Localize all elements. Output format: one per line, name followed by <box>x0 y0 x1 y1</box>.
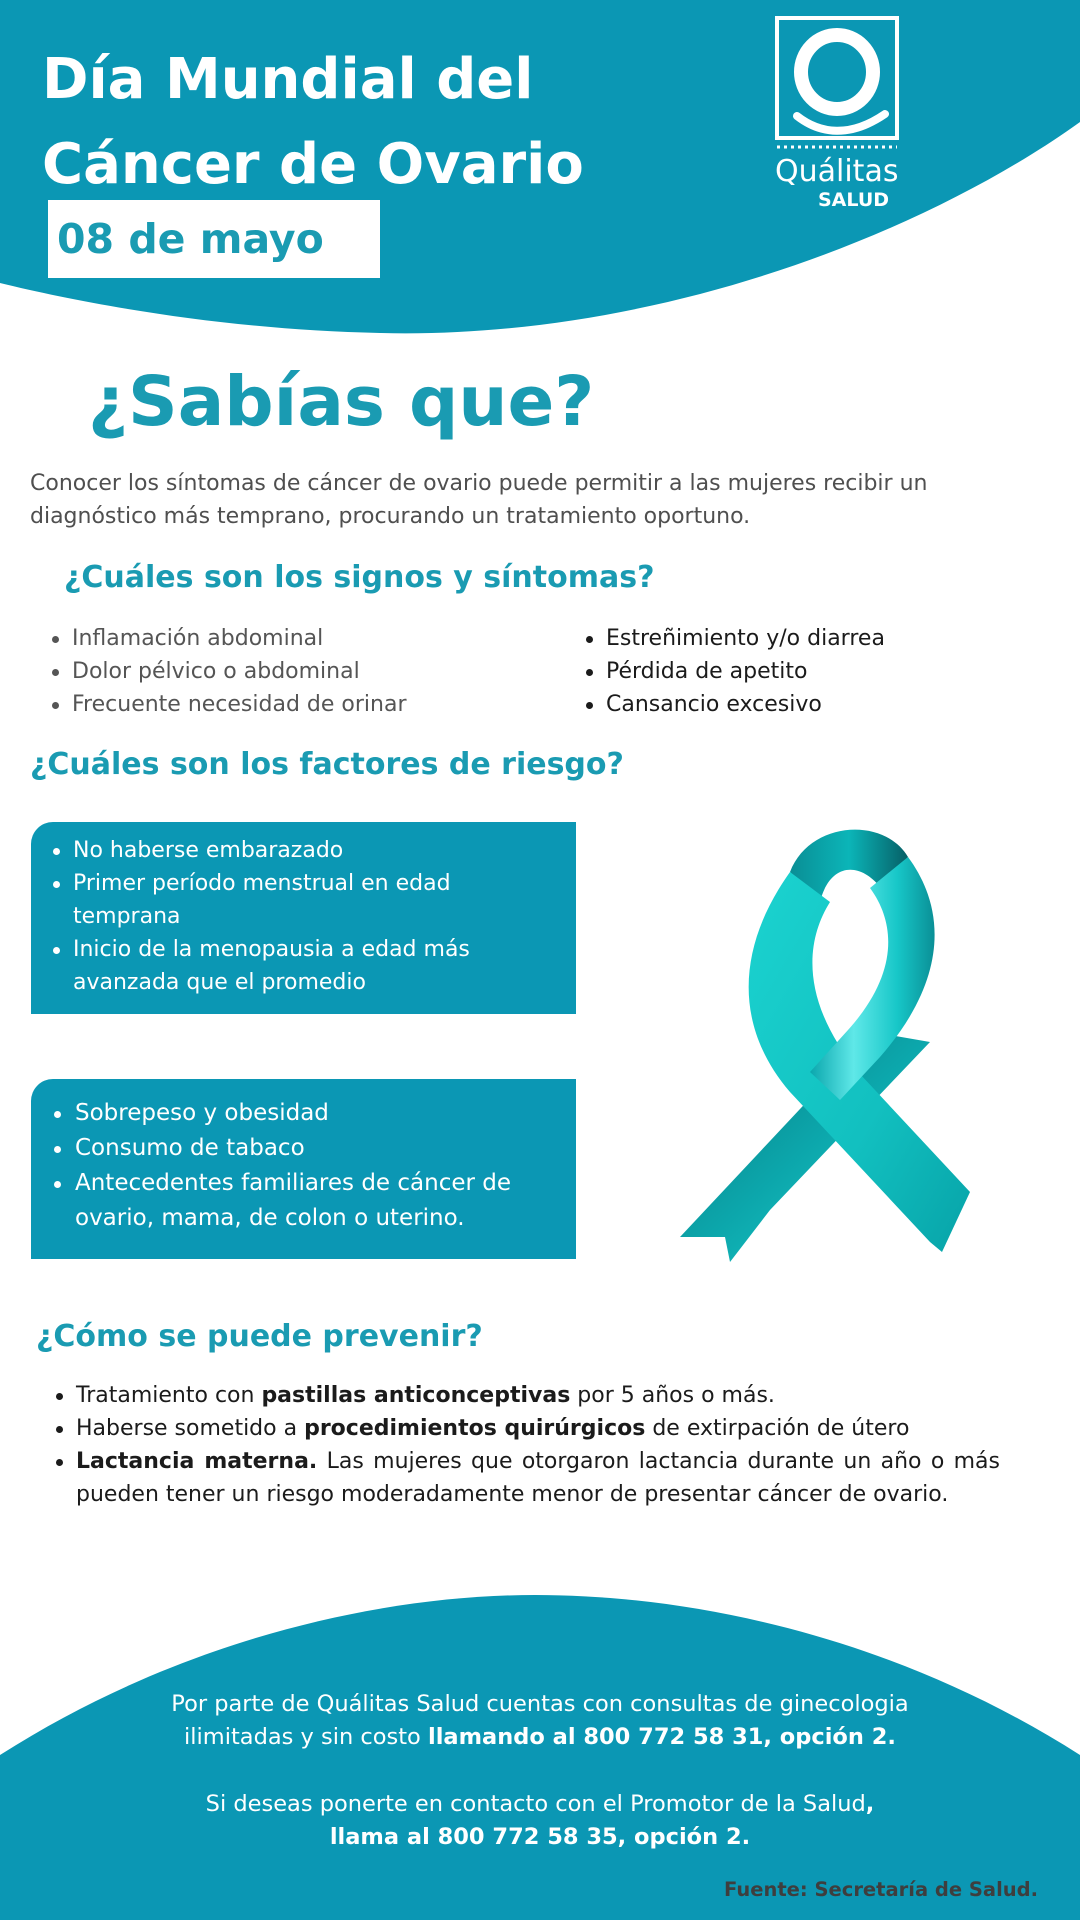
risk-heading: ¿Cuáles son los factores de riesgo? <box>30 747 624 782</box>
list-item: Dolor pélvico o abdominal <box>30 655 530 688</box>
list-item: Lactancia materna. Las mujeres que otorgaron lactancia durante un año o más pueden tener un riesgo moderadamente menor de presentar cáncer de ovario. <box>34 1445 1000 1511</box>
list-item: Tratamiento con pastillas anticonceptivas por 5 años o más. <box>34 1379 1000 1412</box>
intro-text: Conocer los síntomas de cáncer de ovario puede permitir a las mujeres recibir un diagnóstico más temprano, procurando un tratamiento oportuno. <box>30 471 928 529</box>
footer-text: Por parte de Quálitas Salud cuentas con consultas de ginecologia <box>171 1691 909 1717</box>
list-item: Inicio de la menopausia a edad más avanzada que el promedio <box>31 933 576 999</box>
list-item: Cansancio excesivo <box>564 688 1044 721</box>
footer-phone-1: llamando al 800 772 58 31, opción 2. <box>427 1724 896 1750</box>
list-item: Pérdida de apetito <box>564 655 1044 688</box>
footer-paragraph-2: Si deseas ponerte en contacto con el Promotor de la Salud, llama al 800 772 58 35, opción 2. <box>205 1791 875 1850</box>
signs-list-left <box>30 622 530 721</box>
prevent-heading: ¿Cómo se puede prevenir? <box>36 1319 483 1354</box>
footer-phone-2: llama al 800 772 58 35, opción 2. <box>329 1824 751 1850</box>
title-line-2: Cáncer de Ovario <box>42 132 584 197</box>
risk-box-2 <box>31 1079 576 1259</box>
list-item: Inflamación abdominal <box>30 622 530 655</box>
list-item: Frecuente necesidad de orinar <box>30 688 530 721</box>
list-item: Estreñimiento y/o diarrea <box>564 622 1044 655</box>
footer-text: ilimitadas y sin costo <box>184 1724 428 1750</box>
list-item: No haberse embarazado <box>31 834 576 867</box>
risk-box-1 <box>31 822 576 1014</box>
logo-brand-text: Quálitas <box>775 154 899 189</box>
sabias-heading: ¿Sabías que? <box>88 362 595 442</box>
list-item: Sobrepeso y obesidad <box>31 1096 576 1131</box>
list-item: Primer período menstrual en edad temprana <box>31 867 576 933</box>
date-label: 08 de mayo <box>57 215 324 263</box>
logo-sub-text: SALUD <box>818 189 890 211</box>
risk-list-1 <box>31 834 576 999</box>
risk-list-2 <box>31 1096 576 1236</box>
footer-text: Si deseas ponerte en contacto con el Promotor de la Salud <box>205 1791 866 1817</box>
source-note: Fuente: Secretaría de Salud. <box>724 1878 1038 1901</box>
date-box <box>48 200 380 278</box>
list-item: Haberse sometido a procedimientos quirúrgicos de extirpación de útero <box>34 1412 1000 1445</box>
list-item: Antecedentes familiares de cáncer de ovario, mama, de colon o uterino. <box>31 1166 576 1236</box>
awareness-ribbon-icon <box>680 812 980 1262</box>
signs-list-right <box>564 622 1044 721</box>
signs-heading: ¿Cuáles son los signos y síntomas? <box>64 560 655 595</box>
qualitas-logo-icon <box>775 16 908 211</box>
footer-wave <box>0 1595 1080 1920</box>
prevent-list <box>34 1379 1000 1511</box>
footer-paragraph-1 <box>0 1688 1080 1754</box>
list-item: Consumo de tabaco <box>31 1131 576 1166</box>
title-line-1: Día Mundial del <box>42 47 534 112</box>
